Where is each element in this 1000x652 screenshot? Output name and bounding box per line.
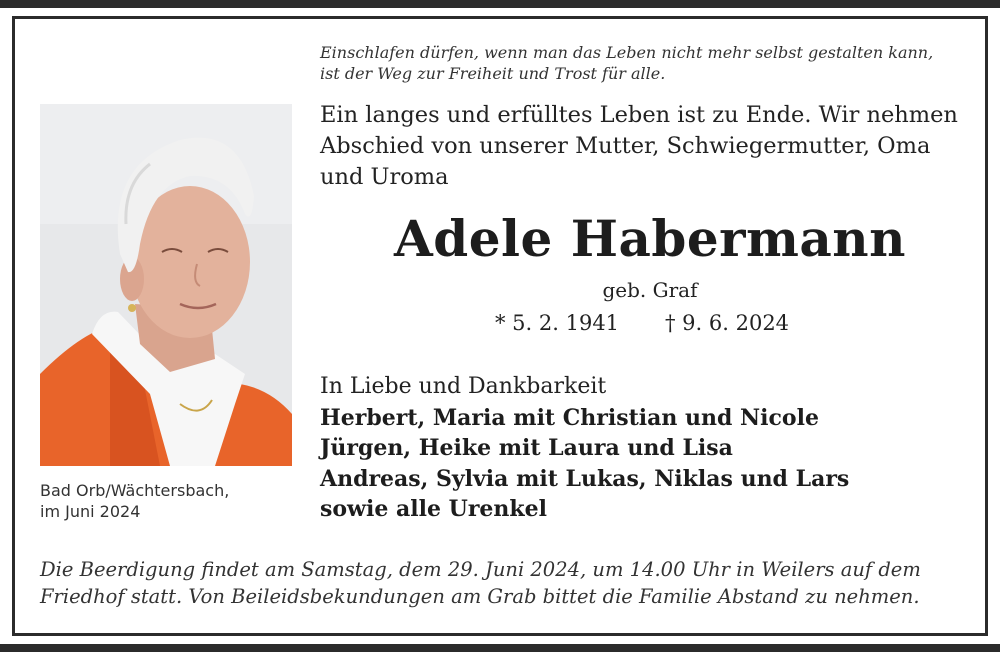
place-date-caption <box>40 480 300 522</box>
death-date: † 9. 6. 2024 <box>665 311 790 335</box>
caption-place: Bad Orb/Wächtersbach, <box>40 481 230 500</box>
funeral-line: Friedhof statt. Von Beileidsbekundungen am Grab bittet die Familie Abstand zu nehmen. <box>40 585 920 608</box>
mourner-family: Jürgen, Heike mit Laura und Lisa <box>320 435 733 461</box>
portrait-illustration <box>40 104 292 466</box>
mourner-family: sowie alle Urenkel <box>320 496 548 522</box>
mourners-lead: In Liebe und Dankbarkeit <box>320 374 607 399</box>
funeral-line: Die Beerdigung findet am Samstag, dem 29. Juni 2024, um 14.00 Uhr in Weilers auf dem <box>40 558 921 581</box>
intro-line: Abschied von unserer Mutter, Schwiegermutter, Oma <box>320 133 931 159</box>
caption-date: im Juni 2024 <box>40 502 141 521</box>
mourners-list <box>320 372 980 525</box>
funeral-notice <box>40 556 990 610</box>
birth-date: * 5. 2. 1941 <box>495 311 620 335</box>
mourner-family: Andreas, Sylvia mit Lukas, Niklas und Lars <box>320 465 850 492</box>
deceased-name: Adele Habermann <box>393 209 907 268</box>
intro-text <box>320 100 980 193</box>
portrait-photo <box>40 104 292 466</box>
intro-line: und Uroma <box>320 164 449 190</box>
motto <box>320 42 980 84</box>
mourner-family: Herbert, Maria mit Christian und Nicole <box>320 404 819 431</box>
motto-line: ist der Weg zur Freiheit und Trost für alle. <box>320 64 666 83</box>
maiden-name: geb. Graf <box>602 278 698 302</box>
motto-line: Einschlafen dürfen, wenn man das Leben nicht mehr selbst gestalten kann, <box>320 43 934 62</box>
intro-line: Ein langes und erfülltes Leben ist zu Ende. Wir nehmen <box>320 102 958 128</box>
